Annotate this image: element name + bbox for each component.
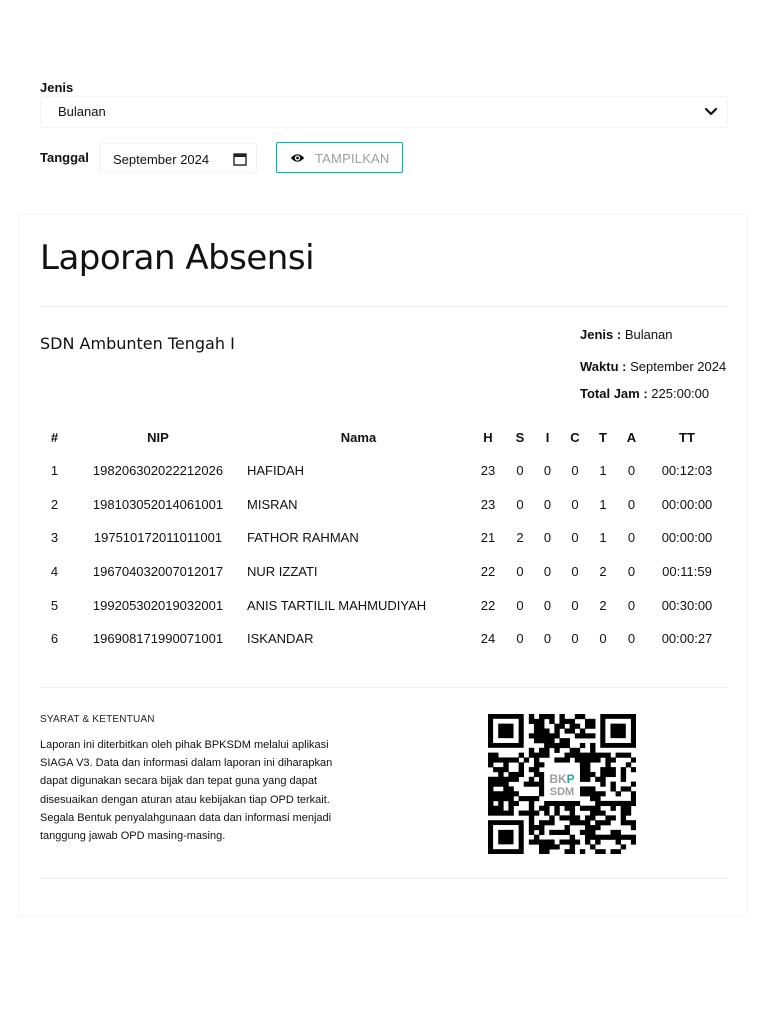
- table-cell: 199205302019032001: [92, 597, 224, 613]
- divider: [40, 306, 728, 307]
- table-row: [40, 488, 728, 522]
- table-row: [40, 454, 728, 488]
- qr-logo-bottom: SDM: [549, 786, 575, 798]
- chevron-down-icon: [703, 103, 719, 121]
- table-cell: 00:12:03: [661, 463, 713, 479]
- table-cell: 0: [543, 496, 552, 512]
- table-row: [40, 521, 728, 555]
- table-cell: 196704032007012017: [92, 564, 224, 580]
- tanggal-input[interactable]: [99, 143, 257, 173]
- table-cell: 0: [516, 597, 524, 613]
- table-cell: 198206302022212026: [92, 463, 224, 479]
- jenis-label: Jenis: [40, 80, 74, 95]
- terms-title: SYARAT & KETENTUAN: [40, 714, 155, 725]
- tampilkan-label: TAMPILKAN: [315, 151, 390, 166]
- table-cell: 22: [480, 597, 496, 613]
- table-cell: 0: [571, 564, 579, 580]
- table-cell: 0: [627, 530, 636, 546]
- table-cell: 00:00:00: [661, 496, 713, 512]
- terms-line: Segala Bentuk penyalahgunaan data dan informasi menjadi: [40, 811, 332, 824]
- meta-jenis-key: Jenis :: [580, 327, 622, 342]
- school-name: SDN Ambunten Tengah I: [40, 334, 235, 353]
- table-cell: 0: [543, 463, 552, 479]
- table-cell: 0: [627, 631, 636, 647]
- table-cell: 0: [543, 530, 552, 546]
- meta-waktu-key: Waktu :: [580, 359, 627, 374]
- terms-line: disesuaikan dengan aturan atau kebijakan tiap OPD terkait.: [40, 793, 330, 806]
- attendance-table: [40, 421, 728, 656]
- table-cell: 21: [480, 530, 496, 546]
- terms-line: tanggung jawab OPD masing-masing.: [40, 830, 226, 843]
- table-cell: 196908171990071001: [92, 631, 224, 647]
- table-cell: 00:00:27: [661, 631, 713, 647]
- meta-waktu: [580, 359, 726, 374]
- col-header: TT: [679, 430, 695, 445]
- table-cell: 0: [543, 597, 552, 613]
- col-header: NIP: [147, 430, 169, 445]
- table-cell: 2: [50, 496, 59, 512]
- col-header: C: [570, 430, 580, 445]
- table-cell: 0: [627, 496, 636, 512]
- table-cell: 0: [543, 564, 552, 580]
- divider: [40, 878, 728, 879]
- table-row: [40, 555, 728, 589]
- col-header: A: [626, 430, 637, 445]
- table-cell: 0: [627, 463, 636, 479]
- table-cell: 0: [627, 564, 636, 580]
- table-cell: 1: [599, 496, 607, 512]
- table-cell: 23: [480, 496, 496, 512]
- col-header: #: [50, 430, 59, 445]
- meta-waktu-value: September 2024: [630, 359, 727, 374]
- table-cell: FATHOR RAHMAN: [247, 530, 359, 546]
- table-cell: 23: [480, 463, 496, 479]
- table-cell: 0: [571, 530, 579, 546]
- col-header: T: [599, 430, 607, 445]
- table-cell: 1: [599, 463, 607, 479]
- table-cell: 00:11:59: [662, 564, 712, 580]
- table-cell: 1: [50, 463, 59, 479]
- table-cell: 2: [516, 530, 524, 546]
- qr-logo-top: BKP: [549, 772, 575, 786]
- table-cell: 0: [571, 463, 579, 479]
- tanggal-value: September 2024: [113, 152, 210, 167]
- meta-total-value: 225:00:00: [651, 386, 710, 401]
- table-cell: 0: [516, 564, 524, 580]
- table-cell: 0: [571, 597, 579, 613]
- table-cell: NUR IZZATI: [247, 564, 318, 580]
- table-cell: 1: [599, 530, 607, 546]
- table-cell: 197510172011011001: [93, 530, 223, 546]
- eye-icon: [290, 152, 305, 164]
- col-header: I: [545, 430, 550, 445]
- terms-line: Laporan ini diterbitkan oleh pihak BPKSDM melalui aplikasi: [40, 739, 329, 751]
- tampilkan-button[interactable]: [276, 142, 403, 173]
- table-cell: 2: [599, 564, 607, 580]
- table-cell: 00:30:00: [661, 597, 713, 613]
- meta-jenis-value: Bulanan: [624, 327, 673, 342]
- table-cell: 0: [543, 631, 552, 647]
- jenis-selected-value: Bulanan: [58, 104, 106, 119]
- table-row: [40, 588, 728, 622]
- table-cell: 22: [480, 564, 496, 580]
- table-cell: HAFIDAH: [247, 463, 305, 479]
- table-cell: 0: [516, 463, 524, 479]
- meta-jenis: [580, 327, 673, 342]
- qr-code: [488, 714, 636, 854]
- calendar-icon[interactable]: [233, 152, 247, 166]
- table-row: [40, 622, 728, 656]
- table-cell: 0: [516, 631, 524, 647]
- table-cell: 0: [627, 597, 636, 613]
- report-title: Laporan Absensi: [40, 238, 315, 278]
- table-cell: 0: [571, 631, 579, 647]
- table-cell: ISKANDAR: [247, 631, 314, 647]
- meta-total-jam: [580, 386, 709, 401]
- table-cell: 0: [599, 631, 607, 647]
- table-cell: 198103052014061001: [92, 496, 224, 512]
- meta-total-key: Total Jam :: [580, 386, 648, 401]
- table-cell: ANIS TARTILIL MAHMUDIYAH: [247, 597, 427, 613]
- table-cell: 6: [50, 631, 59, 647]
- table-cell: MISRAN: [247, 496, 298, 512]
- col-header: Nama: [340, 430, 377, 445]
- table-cell: 3: [50, 530, 59, 546]
- col-header: S: [515, 430, 525, 445]
- table-cell: 0: [516, 496, 524, 512]
- terms-line: dapat digunakan secara bijak dan tepat guna yang dapat: [40, 775, 318, 788]
- tanggal-label: Tanggal: [40, 150, 89, 165]
- table-header-row: [40, 421, 728, 454]
- table-cell: 0: [571, 496, 579, 512]
- divider: [40, 687, 728, 688]
- table-cell: 5: [50, 597, 59, 613]
- table-cell: 2: [599, 597, 607, 613]
- terms-text: [40, 736, 352, 845]
- col-header: H: [483, 430, 493, 445]
- table-cell: 4: [50, 564, 59, 580]
- table-cell: 00:00:00: [661, 530, 713, 546]
- jenis-select[interactable]: [40, 96, 728, 128]
- table-cell: 24: [480, 631, 496, 647]
- terms-line: SIAGA V3. Data dan informasi dalam laporan ini diharapkan: [40, 757, 333, 770]
